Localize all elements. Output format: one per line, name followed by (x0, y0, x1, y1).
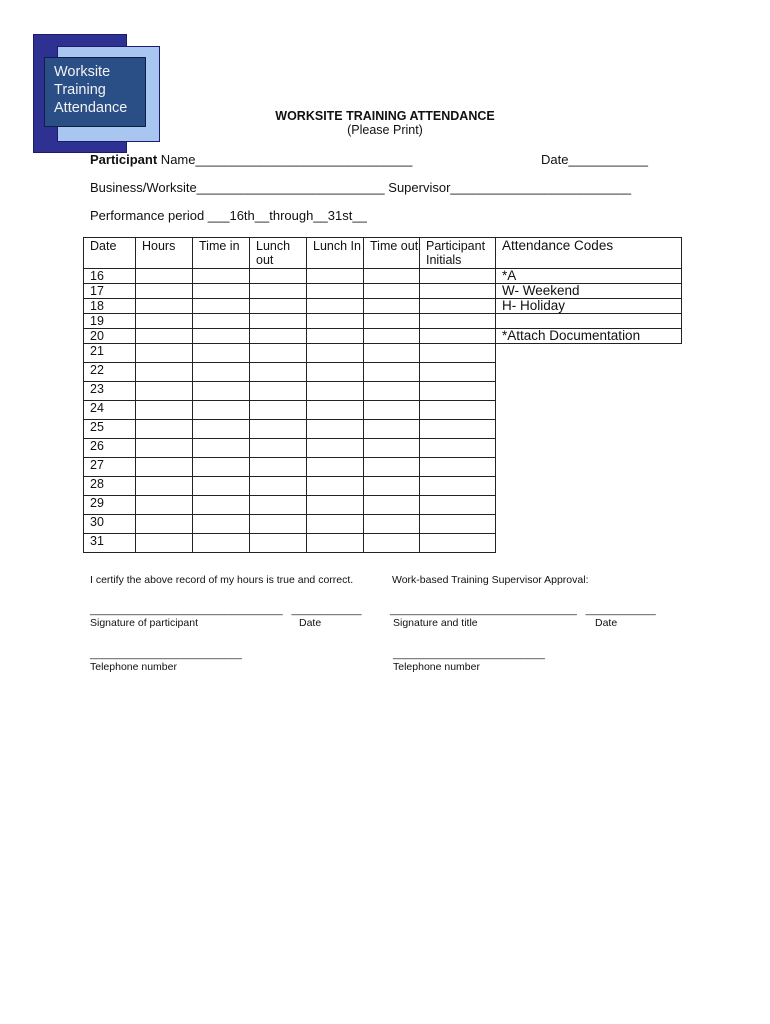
initials-cell[interactable] (420, 477, 496, 496)
lunch-out-cell[interactable] (250, 269, 307, 284)
time-in-cell[interactable] (193, 314, 250, 329)
table-row (84, 401, 682, 420)
col-header-lunch-out: Lunch out (250, 238, 307, 269)
lunch-out-cell[interactable] (250, 344, 307, 363)
table-row (84, 363, 682, 382)
lunch-out-cell[interactable] (250, 314, 307, 329)
supervisor-telephone-line[interactable]: __________________________ (393, 648, 545, 660)
lunch-in-cell[interactable] (307, 329, 364, 344)
initials-cell[interactable] (420, 534, 496, 553)
time-out-cell[interactable] (364, 284, 420, 299)
lunch-in-cell[interactable] (307, 401, 364, 420)
time-in-cell[interactable] (193, 382, 250, 401)
row-date: 22 (84, 363, 136, 382)
initials-cell[interactable] (420, 269, 496, 284)
lunch-in-cell[interactable] (307, 439, 364, 458)
lunch-in-cell[interactable] (307, 269, 364, 284)
lunch-in-cell[interactable] (307, 382, 364, 401)
attendance-code (496, 314, 682, 329)
participant-label: Participant (90, 152, 158, 167)
attendance-table (83, 237, 682, 553)
supervisor-signature-line[interactable]: ________________________________ ____________ (390, 604, 656, 616)
hours-cell[interactable] (136, 363, 193, 382)
participant-telephone-line[interactable]: __________________________ (90, 648, 242, 660)
hours-cell[interactable] (136, 299, 193, 314)
row-date: 29 (84, 496, 136, 515)
row-date: 19 (84, 314, 136, 329)
participant-date-label: Date (299, 617, 322, 629)
time-out-cell[interactable] (364, 534, 420, 553)
initials-cell[interactable] (420, 401, 496, 420)
row-date: 28 (84, 477, 136, 496)
table-row (84, 314, 682, 329)
time-in-cell[interactable] (193, 458, 250, 477)
row-date: 16 (84, 269, 136, 284)
time-out-cell[interactable] (364, 401, 420, 420)
lunch-in-cell[interactable] (307, 458, 364, 477)
page-title: WORKSITE TRAINING ATTENDANCE (275, 109, 495, 123)
hours-cell[interactable] (136, 314, 193, 329)
time-out-cell[interactable] (364, 496, 420, 515)
signature-of-participant-label: Signature of participant (90, 617, 198, 629)
table-row (84, 439, 682, 458)
time-in-cell[interactable] (193, 439, 250, 458)
table-row (84, 534, 682, 553)
col-header-hours: Hours (136, 238, 193, 269)
initials-cell[interactable] (420, 420, 496, 439)
participant-name-line: Name______________________________ (157, 152, 413, 167)
lunch-in-cell[interactable] (307, 477, 364, 496)
row-date: 24 (84, 401, 136, 420)
time-out-cell[interactable] (364, 329, 420, 344)
time-in-cell[interactable] (193, 344, 250, 363)
attendance-codes-title: Attendance Codes (496, 238, 682, 269)
page-subtitle: (Please Print) (347, 123, 423, 137)
time-in-cell[interactable] (193, 329, 250, 344)
signature-and-title-label: Signature and title (393, 617, 478, 629)
col-header-lunch-in: Lunch In (307, 238, 364, 269)
time-out-cell[interactable] (364, 458, 420, 477)
time-in-cell[interactable] (193, 363, 250, 382)
business-supervisor-field[interactable]: Business/Worksite__________________________ Supervisor_________________________ (90, 180, 632, 195)
hours-cell[interactable] (136, 439, 193, 458)
table-row (84, 329, 682, 344)
table-row (84, 515, 682, 534)
lunch-out-cell[interactable] (250, 515, 307, 534)
time-in-cell[interactable] (193, 401, 250, 420)
time-out-cell[interactable] (364, 299, 420, 314)
initials-cell[interactable] (420, 299, 496, 314)
hours-cell[interactable] (136, 515, 193, 534)
col-header-time-in: Time in (193, 238, 250, 269)
table-row (84, 477, 682, 496)
lunch-in-cell[interactable] (307, 515, 364, 534)
time-out-cell[interactable] (364, 420, 420, 439)
supervisor-approval-label: Work-based Training Supervisor Approval: (392, 574, 589, 586)
table-row (84, 496, 682, 515)
table-row (84, 382, 682, 401)
attendance-code: H- Holiday (496, 299, 682, 314)
attendance-code: *A (496, 269, 682, 284)
initials-cell[interactable] (420, 314, 496, 329)
hours-cell[interactable] (136, 401, 193, 420)
lunch-in-cell[interactable] (307, 496, 364, 515)
table-row (84, 458, 682, 477)
lunch-in-cell[interactable] (307, 420, 364, 439)
lunch-in-cell[interactable] (307, 314, 364, 329)
time-in-cell[interactable] (193, 534, 250, 553)
time-out-cell[interactable] (364, 269, 420, 284)
table-row (84, 344, 682, 363)
lunch-out-cell[interactable] (250, 496, 307, 515)
date-field[interactable]: Date___________ (541, 152, 648, 167)
time-in-cell[interactable] (193, 284, 250, 299)
row-date: 17 (84, 284, 136, 299)
hours-cell[interactable] (136, 458, 193, 477)
lunch-out-cell[interactable] (250, 284, 307, 299)
initials-cell[interactable] (420, 515, 496, 534)
hours-cell[interactable] (136, 329, 193, 344)
time-in-cell[interactable] (193, 420, 250, 439)
initials-cell[interactable] (420, 382, 496, 401)
initials-cell[interactable] (420, 284, 496, 299)
table-row (84, 299, 682, 314)
time-in-cell[interactable] (193, 515, 250, 534)
hours-cell[interactable] (136, 269, 193, 284)
time-out-cell[interactable] (364, 344, 420, 363)
initials-cell[interactable] (420, 439, 496, 458)
time-out-cell[interactable] (364, 363, 420, 382)
col-header-date: Date (84, 238, 136, 269)
supervisor-telephone-label: Telephone number (393, 661, 480, 673)
hours-cell[interactable] (136, 344, 193, 363)
lunch-out-cell[interactable] (250, 439, 307, 458)
logo-line-3: Attendance (54, 100, 128, 116)
time-in-cell[interactable] (193, 269, 250, 284)
logo-line-1: Worksite (54, 64, 111, 80)
time-out-cell[interactable] (364, 515, 420, 534)
row-date: 27 (84, 458, 136, 477)
lunch-out-cell[interactable] (250, 458, 307, 477)
row-date: 25 (84, 420, 136, 439)
attendance-code: W- Weekend (496, 284, 682, 299)
participant-telephone-label: Telephone number (90, 661, 177, 673)
time-in-cell[interactable] (193, 299, 250, 314)
lunch-in-cell[interactable] (307, 284, 364, 299)
hours-cell[interactable] (136, 420, 193, 439)
certify-statement: I certify the above record of my hours is true and correct. (90, 574, 354, 586)
hours-cell[interactable] (136, 382, 193, 401)
time-out-cell[interactable] (364, 439, 420, 458)
time-out-cell[interactable] (364, 314, 420, 329)
time-out-cell[interactable] (364, 477, 420, 496)
row-date: 18 (84, 299, 136, 314)
hours-cell[interactable] (136, 534, 193, 553)
lunch-out-cell[interactable] (250, 401, 307, 420)
table-row (84, 284, 682, 299)
performance-period: Performance period ___16th__through__31st__ (90, 208, 367, 223)
row-date: 26 (84, 439, 136, 458)
lunch-out-cell[interactable] (250, 534, 307, 553)
row-date: 21 (84, 344, 136, 363)
initials-cell[interactable] (420, 329, 496, 344)
table-header-row (84, 238, 682, 269)
col-header-participant-initials: Participant Initials (420, 238, 496, 269)
time-out-cell[interactable] (364, 382, 420, 401)
initials-cell[interactable] (420, 363, 496, 382)
lunch-in-cell[interactable] (307, 299, 364, 314)
lunch-out-cell[interactable] (250, 299, 307, 314)
hours-cell[interactable] (136, 496, 193, 515)
initials-cell[interactable] (420, 496, 496, 515)
lunch-in-cell[interactable] (307, 344, 364, 363)
attendance-code: *Attach Documentation (496, 329, 682, 344)
supervisor-date-label: Date (595, 617, 618, 629)
time-in-cell[interactable] (193, 496, 250, 515)
lunch-out-cell[interactable] (250, 382, 307, 401)
table-row (84, 420, 682, 439)
logo-line-2: Training (54, 82, 106, 98)
lunch-in-cell[interactable] (307, 534, 364, 553)
participant-signature-line[interactable]: _________________________________ ____________ (90, 604, 362, 616)
lunch-out-cell[interactable] (250, 420, 307, 439)
time-in-cell[interactable] (193, 477, 250, 496)
table-row (84, 269, 682, 284)
participant-name-field[interactable] (90, 152, 412, 167)
lunch-out-cell[interactable] (250, 329, 307, 344)
row-date: 31 (84, 534, 136, 553)
row-date: 23 (84, 382, 136, 401)
lunch-out-cell[interactable] (250, 477, 307, 496)
row-date: 30 (84, 515, 136, 534)
row-date: 20 (84, 329, 136, 344)
initials-cell[interactable] (420, 458, 496, 477)
col-header-time-out: Time out (364, 238, 420, 269)
lunch-out-cell[interactable] (250, 363, 307, 382)
hours-cell[interactable] (136, 477, 193, 496)
initials-cell[interactable] (420, 344, 496, 363)
lunch-in-cell[interactable] (307, 363, 364, 382)
hours-cell[interactable] (136, 284, 193, 299)
